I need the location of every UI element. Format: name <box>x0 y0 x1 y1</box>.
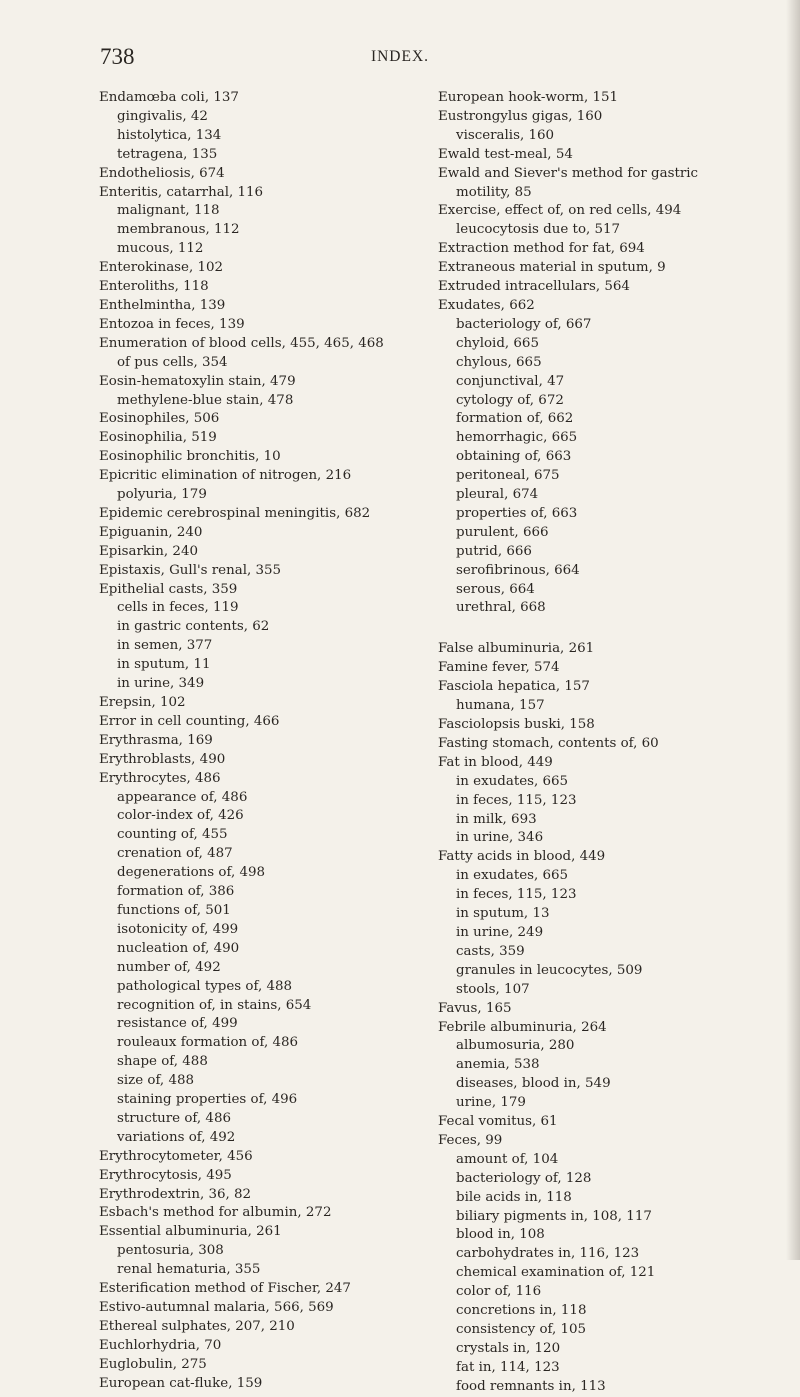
index-subentry: chylous, 665 <box>456 354 542 370</box>
index-subentry: peritoneal, 675 <box>456 468 560 484</box>
index-entry: Erythrodextrin, 36, 82 <box>99 1186 252 1202</box>
index-entry: Eosinophilia, 519 <box>99 430 217 446</box>
index-subentry: in sputum, 11 <box>117 657 211 673</box>
index-subentry: crenation of, 487 <box>117 846 233 862</box>
index-subentry: conjunctival, 47 <box>456 373 565 389</box>
index-subentry: in semen, 377 <box>117 638 213 654</box>
index-subentry: number of, 492 <box>117 959 221 975</box>
index-subentry: crystals in, 120 <box>456 1340 561 1356</box>
index-entry: Entozoa in feces, 139 <box>99 316 245 332</box>
index-subentry: urine, 179 <box>456 1095 526 1111</box>
index-subentry: motility, 85 <box>456 184 532 200</box>
index-entry: Eustrongylus gigas, 160 <box>438 108 603 124</box>
index-entry: Erepsin, 102 <box>99 695 186 710</box>
index-subentry: of pus cells, 354 <box>117 354 228 370</box>
index-entry: Exercise, effect of, on red cells, 494 <box>438 203 682 219</box>
index-subentry: cells in feces, 119 <box>117 600 239 616</box>
index-column-right <box>438 89 760 1397</box>
index-subentry: isotonicity of, 499 <box>117 921 239 937</box>
index-subentry: malignant, 118 <box>117 203 220 219</box>
index-entry: European cat-fluke, 159 <box>99 1375 263 1391</box>
index-subentry: bacteriology of, 128 <box>456 1170 592 1186</box>
index-entry: Euchlorhydria, 70 <box>99 1337 222 1353</box>
page-title: INDEX. <box>370 48 430 65</box>
index-subentry: urethral, 668 <box>456 600 546 616</box>
index-entry: Extraneous material in sputum, 9 <box>438 260 666 276</box>
index-entry: Epistaxis, Gull's renal, 355 <box>99 562 282 578</box>
index-subentry: color-index of, 426 <box>117 808 244 824</box>
index-subentry: resistance of, 499 <box>117 1016 238 1032</box>
index-subentry: formation of, 662 <box>456 411 574 427</box>
index-subentry: properties of, 663 <box>456 505 578 521</box>
index-entry: Enumeration of blood cells, 455, 465, 468 <box>99 335 384 351</box>
index-subentry: obtaining of, 663 <box>456 449 572 465</box>
index-entry: Epithelial casts, 359 <box>99 581 238 597</box>
index-subentry: counting of, 455 <box>117 827 228 843</box>
index-subentry: albumosuria, 280 <box>456 1038 575 1054</box>
index-subentry: granules in leucocytes, 509 <box>456 962 643 978</box>
index-entry: Febrile albuminuria, 264 <box>438 1019 607 1035</box>
index-entry: European hook-worm, 151 <box>438 90 619 105</box>
index-subentry: serofibrinous, 664 <box>456 562 580 578</box>
index-entry: Famine fever, 574 <box>438 660 560 676</box>
index-subentry: visceralis, 160 <box>456 127 555 143</box>
index-entry: Estivo-autumnal malaria, 566, 569 <box>99 1300 334 1315</box>
index-subentry: mucous, 112 <box>117 241 204 257</box>
index-subentry: fat in, 114, 123 <box>456 1359 560 1375</box>
index-subentry: chyloid, 665 <box>456 335 539 351</box>
index-subentry: gingivalis, 42 <box>117 108 208 124</box>
index-entry: Extraction method for fat, 694 <box>438 241 645 257</box>
index-subentry: rouleaux formation of, 486 <box>117 1035 299 1051</box>
index-subentry: in sputum, 13 <box>456 906 550 922</box>
index-subentry: size of, 488 <box>117 1073 195 1089</box>
index-subentry: carbohydrates in, 116, 123 <box>456 1246 640 1262</box>
index-entry: Enthelmintha, 139 <box>99 297 226 313</box>
index-subentry: pentosuria, 308 <box>117 1243 224 1259</box>
page-edge-shadow <box>786 0 800 1260</box>
index-entry: Episarkin, 240 <box>99 543 198 559</box>
index-subentry: histolytica, 134 <box>117 127 222 143</box>
index-subentry: methylene-blue stain, 478 <box>117 392 294 408</box>
index-subentry: variations of, 492 <box>117 1129 236 1145</box>
index-entry: Erythrasma, 169 <box>99 732 213 748</box>
index-subentry: consistency of, 105 <box>456 1322 587 1337</box>
index-entry: Endotheliosis, 674 <box>99 165 225 181</box>
index-subentry: biliary pigments in, 108, 117 <box>456 1208 652 1224</box>
index-subentry: casts, 359 <box>456 943 525 959</box>
index-subentry: structure of, 486 <box>117 1110 231 1126</box>
index-entry: Erythroblasts, 490 <box>99 751 226 767</box>
index-subentry: membranous, 112 <box>117 222 240 238</box>
index-entry: Eosinophiles, 506 <box>99 411 220 427</box>
index-subentry: blood in, 108 <box>456 1227 545 1243</box>
index-subentry: leucocytosis due to, 517 <box>456 222 621 238</box>
index-subentry: formation of, 386 <box>117 884 235 900</box>
section-gap <box>438 618 760 640</box>
index-entry: Eosinophilic bronchitis, 10 <box>99 449 281 465</box>
index-subentry: functions of, 501 <box>117 902 231 918</box>
index-entry: Fasciola hepatica, 157 <box>438 679 590 695</box>
index-entry: Epiguanin, 240 <box>99 524 203 540</box>
index-entry: Euglobulin, 275 <box>99 1356 207 1372</box>
index-subentry: in urine, 349 <box>117 676 205 692</box>
index-subentry: food remnants in, 113 <box>456 1378 606 1394</box>
index-entry: Extruded intracellulars, 564 <box>438 279 630 295</box>
index-entry: Fasting stomach, contents of, 60 <box>438 735 659 751</box>
index-entry: Enterokinase, 102 <box>99 260 224 276</box>
index-subentry: pleural, 674 <box>456 487 539 503</box>
index-subentry: appearance of, 486 <box>117 789 248 805</box>
index-subentry: nucleation of, 490 <box>117 940 240 956</box>
index-entry: Feces, 99 <box>438 1132 503 1148</box>
index-subentry: in exudates, 665 <box>456 868 569 884</box>
index-subentry: bacteriology of, 667 <box>456 316 592 332</box>
index-entry: Fatty acids in blood, 449 <box>438 849 606 865</box>
index-column-left <box>99 89 421 1394</box>
index-entry: Ewald and Siever's method for gastric <box>438 165 699 181</box>
index-subentry: in feces, 115, 123 <box>456 792 577 808</box>
index-entry: Eosin-hematoxylin stain, 479 <box>99 373 296 389</box>
index-entry: Ethereal sulphates, 207, 210 <box>99 1318 295 1334</box>
index-entry: Esterification method of Fischer, 247 <box>99 1281 351 1297</box>
index-entry: False albuminuria, 261 <box>438 641 595 657</box>
index-subentry: humana, 157 <box>456 698 545 714</box>
index-subentry: recognition of, in stains, 654 <box>117 997 312 1013</box>
index-subentry: in gastric contents, 62 <box>117 619 270 635</box>
index-subentry: diseases, blood in, 549 <box>456 1076 611 1092</box>
page-number: 738 <box>100 44 135 69</box>
index-entry: Enteroliths, 118 <box>99 279 209 295</box>
index-subentry: color of, 116 <box>456 1284 542 1300</box>
page-header <box>0 44 800 74</box>
index-entry: Exudates, 662 <box>438 297 535 313</box>
index-entry: Erythrocytometer, 456 <box>99 1148 253 1164</box>
index-subentry: hemorrhagic, 665 <box>456 430 578 446</box>
index-entry: Enteritis, catarrhal, 116 <box>99 184 264 200</box>
index-subentry: anemia, 538 <box>456 1057 540 1073</box>
index-entry: Fecal vomitus, 61 <box>438 1114 558 1130</box>
index-subentry: amount of, 104 <box>456 1151 559 1167</box>
index-subentry: serous, 664 <box>456 581 535 597</box>
index-entry: Endamœba coli, 137 <box>99 90 239 105</box>
index-subentry: in feces, 115, 123 <box>456 887 577 903</box>
index-subentry: concretions in, 118 <box>456 1303 587 1319</box>
index-subentry: degenerations of, 498 <box>117 865 266 881</box>
index-entry: Fasciolopsis buski, 158 <box>438 717 595 732</box>
index-entry: Epidemic cerebrospinal meningitis, 682 <box>99 505 371 521</box>
index-subentry: in urine, 346 <box>456 830 544 846</box>
index-entry: Esbach's method for albumin, 272 <box>99 1205 332 1221</box>
index-subentry: pathological types of, 488 <box>117 978 293 994</box>
index-subentry: tetragena, 135 <box>117 146 218 162</box>
index-entry: Essential albuminuria, 261 <box>99 1224 282 1240</box>
index-subentry: putrid, 666 <box>456 543 532 559</box>
index-entry: Favus, 165 <box>438 1000 512 1016</box>
index-subentry: shape of, 488 <box>117 1054 208 1070</box>
index-subentry: in exudates, 665 <box>456 773 569 789</box>
index-entry: Erythrocytes, 486 <box>99 770 221 786</box>
index-entry: Fat in blood, 449 <box>438 754 553 770</box>
index-subentry: bile acids in, 118 <box>456 1189 572 1205</box>
index-subentry: purulent, 666 <box>456 524 549 540</box>
index-subentry: staining properties of, 496 <box>117 1092 298 1108</box>
index-subentry: chemical examination of, 121 <box>456 1265 656 1281</box>
index-entry: Epicritic elimination of nitrogen, 216 <box>99 468 352 484</box>
index-subentry: polyuria, 179 <box>117 487 207 503</box>
index-subentry: renal hematuria, 355 <box>117 1262 261 1278</box>
index-subentry: in milk, 693 <box>456 811 537 827</box>
index-subentry: cytology of, 672 <box>456 392 564 408</box>
index-subentry: stools, 107 <box>456 981 530 997</box>
index-entry: Ewald test-meal, 54 <box>438 146 573 162</box>
index-entry: Erythrocytosis, 495 <box>99 1167 232 1183</box>
index-entry: Error in cell counting, 466 <box>99 713 280 729</box>
index-subentry: in urine, 249 <box>456 924 544 940</box>
